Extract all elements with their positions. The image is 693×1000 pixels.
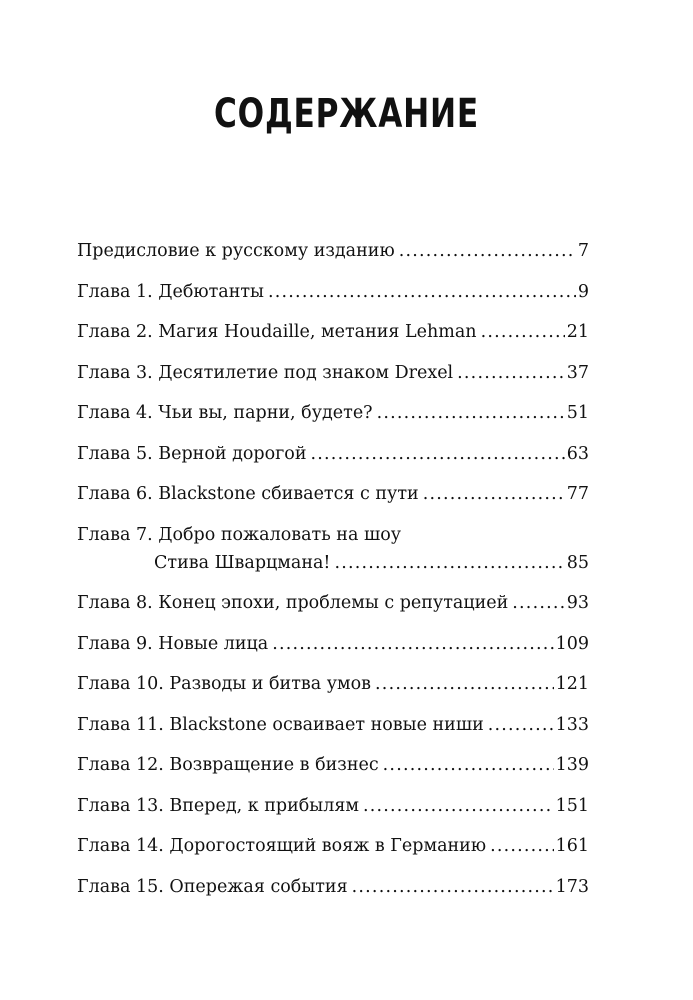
table-of-contents	[77, 238, 589, 914]
toc-entry-page: 93	[566, 593, 589, 613]
toc-entry-page: 151	[555, 795, 589, 816]
toc-entry-label: Глава 1. Дебютанты	[77, 281, 264, 302]
toc-entry-chapter-4	[77, 400, 589, 426]
toc-entry-page: 7	[577, 241, 589, 261]
toc-entry-page: 37	[566, 362, 589, 383]
toc-entry-chapter-12	[77, 752, 589, 778]
dot-leader	[377, 400, 565, 426]
toc-entry-continuation	[77, 550, 589, 576]
toc-entry-label: Глава 2. Магия Houdaille, метания Lehman	[77, 322, 477, 342]
toc-entry-label: Глава 13. Вперед, к прибылям	[77, 795, 359, 816]
page-title: СОДЕРЖАНИЕ	[213, 91, 480, 137]
dot-leader	[311, 441, 565, 467]
toc-entry-page: 85	[566, 552, 589, 573]
toc-entry-chapter-6	[77, 481, 589, 507]
toc-entry-label: Глава 9. Новые лица	[77, 633, 269, 654]
toc-entry-preface	[77, 238, 589, 264]
toc-entry-page: 139	[555, 755, 589, 775]
dot-leader	[490, 833, 554, 859]
toc-entry-label: Глава 12. Возвращение в бизнес	[77, 755, 379, 775]
toc-entry-label: Глава 8. Конец эпохи, проблемы с репутацией	[77, 593, 509, 613]
toc-entry-chapter-13	[77, 793, 589, 819]
toc-entry-page: 9	[577, 281, 589, 302]
dot-leader	[457, 360, 565, 386]
toc-entry-page: 133	[555, 714, 589, 735]
toc-entry-label: Глава 4. Чьи вы, парни, будете?	[77, 403, 373, 423]
toc-entry-page: 121	[555, 674, 589, 694]
toc-entry-chapter-2	[77, 319, 589, 345]
toc-entry-label-line2: Стива Шварцмана!	[154, 552, 331, 573]
dot-leader	[383, 752, 554, 778]
toc-entry-page: 109	[555, 633, 589, 654]
dot-leader	[268, 279, 576, 305]
toc-entry-chapter-15	[77, 874, 589, 900]
toc-entry-label: Глава 11. Blackstone осваивает новые ниши	[77, 714, 484, 735]
toc-entry-page: 173	[555, 876, 589, 897]
toc-entry-chapter-3	[77, 360, 589, 386]
toc-entry-page: 21	[566, 322, 589, 342]
dot-leader	[423, 481, 565, 507]
dot-leader	[334, 550, 564, 576]
dot-leader	[352, 874, 554, 900]
dot-leader	[488, 712, 554, 738]
dot-leader	[512, 590, 564, 616]
toc-entry-label: Глава 6. Blackstone сбивается с пути	[77, 484, 419, 504]
toc-entry-page: 161	[555, 836, 589, 856]
toc-entry-label: Глава 15. Опережая события	[77, 876, 348, 897]
toc-entry-chapter-11	[77, 712, 589, 738]
toc-entry-chapter-5	[77, 441, 589, 467]
dot-leader	[481, 319, 565, 345]
toc-entry-label: Глава 14. Дорогостоящий вояж в Германию	[77, 836, 487, 856]
toc-entry-chapter-10	[77, 671, 589, 697]
toc-entry-label: Глава 5. Верной дорогой	[77, 443, 307, 464]
toc-entry-chapter-1	[77, 279, 589, 305]
toc-entry-label: Глава 7. Добро пожаловать на шоу	[77, 524, 402, 545]
toc-entry-page: 51	[566, 403, 589, 423]
dot-leader	[375, 671, 554, 697]
toc-entry-chapter-9	[77, 631, 589, 657]
dot-leader	[399, 238, 576, 264]
toc-entry-chapter-8	[77, 590, 589, 616]
toc-entry-page: 63	[566, 443, 589, 464]
toc-entry-page: 77	[566, 484, 589, 504]
toc-entry-label: Глава 10. Разводы и битва умов	[77, 674, 372, 694]
toc-entry-label: Предисловие к русскому изданию	[77, 241, 395, 261]
dot-leader	[363, 793, 554, 819]
dot-leader	[272, 631, 553, 657]
toc-entry-chapter-7	[77, 522, 589, 576]
toc-entry-label: Глава 3. Десятилетие под знаком Drexel	[77, 362, 454, 383]
toc-entry-chapter-14	[77, 833, 589, 859]
